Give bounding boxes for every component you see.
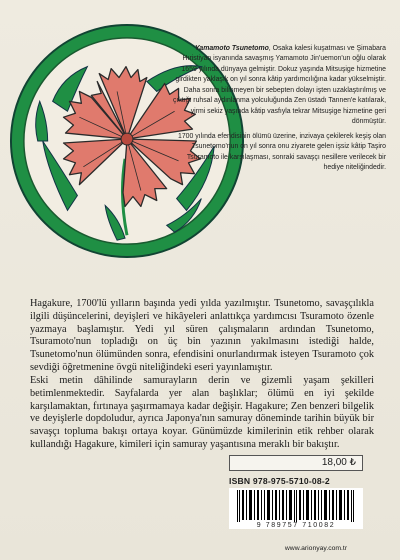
price-label: 18,00 ₺ [229,455,363,471]
bio-paragraph-2: 1700 yılında efendisinin ölümü üzerine, inzivaya çekilerek keşiş olan Tsunetomo'nun on yıl sonra onu ziyarete gelen işsiz kâtip Taşiro Tsuramoto ile karşılaşması, sonraki savaşçı nesillere verilecek bir hediye niteliğindedir. [178,132,386,172]
description-paragraph-1: Hagakure, 1700'lü yılların başında yedi yılda yazılmıştır. Tsunetomo, savaşçılıkla ilgili düşüncelerini, deyişleri ve hikâyeleri anlattıkça yardımcısı Tsuramoto özenle yazmaya başlamıştır. Yedi yıl süren çalışmaların ardından Tsunetomo, Tsuramoto'nun topladığı on üç bin yazının yakılmasını istediği halde, Tsunetomo'nun ölümünden sonra, efendisini onurlandırmak isteyen Tsuramoto çok sevdiği öğretmenine övgü niteliğindeki eseri yayınlamıştır. [30,298,374,374]
barcode-icon [229,488,363,522]
book-description [30,298,374,452]
bio-paragraph-1 [172,44,386,128]
isbn-label: ISBN 978-975-5710-08-2 [229,476,330,486]
publisher-website: www.arionyay.com.tr [284,545,348,552]
description-paragraph-2: Eski metin dâhilinde samurayların derin ve gizemli yaşam şekilleri betimlenmektedir. Sayfalarda yer alan başlıklar; ölümü en iyi şekilde karşılamaktan, fırtınaya şaşırmamaya kadar değişir. Hagakure; Zen benzeri bilgelik ve deyişlerle dopdoludur, ayrıca Japonya'nın samuray döneminde tarihin büyük bir savaşçı topluma bakışı ortaya koyar. Günümüzde kimilerinin etik rehber olarak kullandığı Hagakure, kimileri için samuray yaşantısına meraklı bir bakıştır. [30,374,374,450]
barcode-number: 9 789757 710082 [229,522,363,529]
author-name: Yamamoto Tsunetomo [195,45,269,52]
bio-paragraph-1-text: , Osaka kalesi kuşatması ve Şimabara Hıristiyan isyanında savaşmış Yamamoto Jin'uemon'un oğlu olarak 1659 yılında dünyaya gelmiştir. Dokuz yaşında Mitsuşige hizmetine girdikten yaklaşık on yıl sonra kâtip yardımcılığına kadar yükselmiştir. Daha sonra bilinmeyen bir sebepten dolayı işten uzaklaştırılmış ve çıktığı ruhsal aydınlanma yolculuğunda Zen üstadı Tannen'e katılarak, yirmi sekiz yaşında kâtip vasfıyla tekrar Mitsuşige hizmetine geri dönmüştür. [172,45,386,126]
author-biography [172,44,386,178]
